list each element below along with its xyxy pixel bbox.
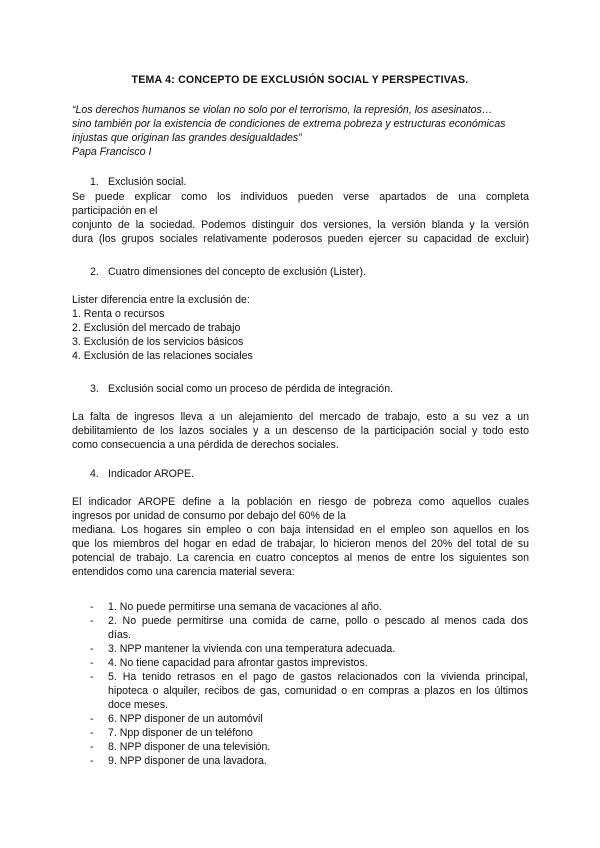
quote-line: sino también por la existencia de condiciones de extrema pobreza y estructuras económicas (72, 118, 506, 130)
section-1-body (72, 190, 529, 246)
paragraph-line: dura (los grupos sociales relativamente poderosos pueden ejercer su capacidad de excluir) (72, 233, 529, 245)
section-4-body (72, 495, 529, 579)
section-number: 4. (90, 468, 99, 480)
dash-bullet: - (90, 657, 94, 669)
list-item: - 1. No puede permitirse una semana de vacaciones al año. (90, 601, 382, 613)
paragraph-line: El indicador AROPE define a la población en riesgo de pobreza como aquellos cuales (72, 496, 529, 508)
quote-line: injustas que originan las grandes desigualdades” (72, 132, 302, 144)
quote-author: Papa Francisco I (72, 146, 152, 158)
list-item: - 7. Npp disponer de un teléfono (90, 727, 253, 739)
paragraph-line: mediana. Los hogares sin empleo o con baja intensidad en el empleo son aquellos en los (72, 524, 529, 536)
paragraph-line: debilitamiento de los lazos sociales y a un descenso de la participación social y todo esto (72, 425, 529, 437)
dash-bullet: - (90, 755, 94, 767)
dash-bullet: - (90, 671, 94, 683)
section-number: 1. (90, 176, 99, 188)
section-2-list (72, 307, 253, 363)
list-item: - 4. No tiene capacidad para afrontar gastos imprevistos. (90, 657, 368, 669)
section-title: Cuatro dimensiones del concepto de exclusión (Lister). (108, 266, 366, 278)
paragraph-line: como consecuencia a una pérdida de derechos sociales. (72, 439, 339, 451)
section-2-heading (90, 265, 366, 279)
paragraph-line: Se puede explicar como los individuos pueden verse apartados de una completa (72, 191, 529, 203)
list-item: - 3. NPP mantener la vivienda con una temperatura adecuada. (90, 643, 396, 655)
paragraph-line: potencial de trabajo. La carencia en cuatro conceptos al menos de entre los siguientes son (72, 552, 529, 564)
paragraph-line: entendidos como una carencia material severa: (72, 566, 295, 578)
section-title: Exclusión social. (108, 176, 187, 188)
section-number: 3. (90, 383, 99, 395)
section-3-heading (90, 382, 393, 396)
list-item: 1. Renta o recursos (72, 308, 165, 320)
dash-bullet: - (90, 741, 94, 753)
dash-bullet: - (90, 727, 94, 739)
section-4-heading (90, 467, 194, 481)
list-item: - 9. NPP disponer de una lavadora. (90, 755, 267, 767)
dash-bullet: - (90, 713, 94, 725)
paragraph-line: participación en el (72, 205, 158, 217)
section-1-heading (90, 175, 186, 189)
deprivation-list (90, 600, 528, 768)
paragraph-line: La falta de ingresos lleva a un alejamiento del mercado de trabajo, esto a su vez a un (72, 411, 529, 423)
page-title: TEMA 4: CONCEPTO DE EXCLUSIÓN SOCIAL Y PERSPECTIVAS. (131, 74, 469, 86)
list-item: 2. Exclusión del mercado de trabajo (72, 322, 241, 334)
section-number: 2. (90, 266, 99, 278)
paragraph-line: que los miembros del hogar en edad de trabajar, lo hicieron menos del 20% del total de su (72, 538, 529, 550)
section-title: Exclusión social como un proceso de pérdida de integración. (108, 383, 394, 395)
dash-bullet: - (90, 643, 94, 655)
list-item: - 6. NPP disponer de un automóvil (90, 713, 263, 725)
dash-bullet: - (90, 601, 94, 613)
list-item: 3. Exclusión de los servicios básicos (72, 336, 244, 348)
list-item: 4. Exclusión de las relaciones sociales (72, 350, 253, 362)
paragraph-line: ingresos por unidad de consumo por debajo del 60% de la (72, 510, 346, 522)
section-3-body (72, 410, 529, 452)
list-item: - 5. Ha tenido retrasos en el pago de gastos relacionados con la vivienda principal, hipoteca o alquiler, recibos de gas, comunidad o en compras a plazos en los últimos doce meses. (90, 671, 528, 711)
list-item: - 2. No puede permitirse una comida de carne, pollo o pescado al menos cada dos días. (90, 615, 528, 641)
epigraph-quote (72, 103, 532, 159)
dash-bullet: - (90, 615, 94, 627)
list-item: - 8. NPP disponer de una televisión. (90, 741, 271, 753)
section-2-intro: Lister diferencia entre la exclusión de: (72, 294, 250, 306)
section-title: Indicador AROPE. (108, 468, 194, 480)
quote-line: “Los derechos humanos se violan no solo por el terrorismo, la represión, los asesinatos… (72, 104, 493, 116)
paragraph-line: conjunto de la sociedad. Podemos distinguir dos versiones, la versión blanda y la versión (72, 219, 529, 231)
